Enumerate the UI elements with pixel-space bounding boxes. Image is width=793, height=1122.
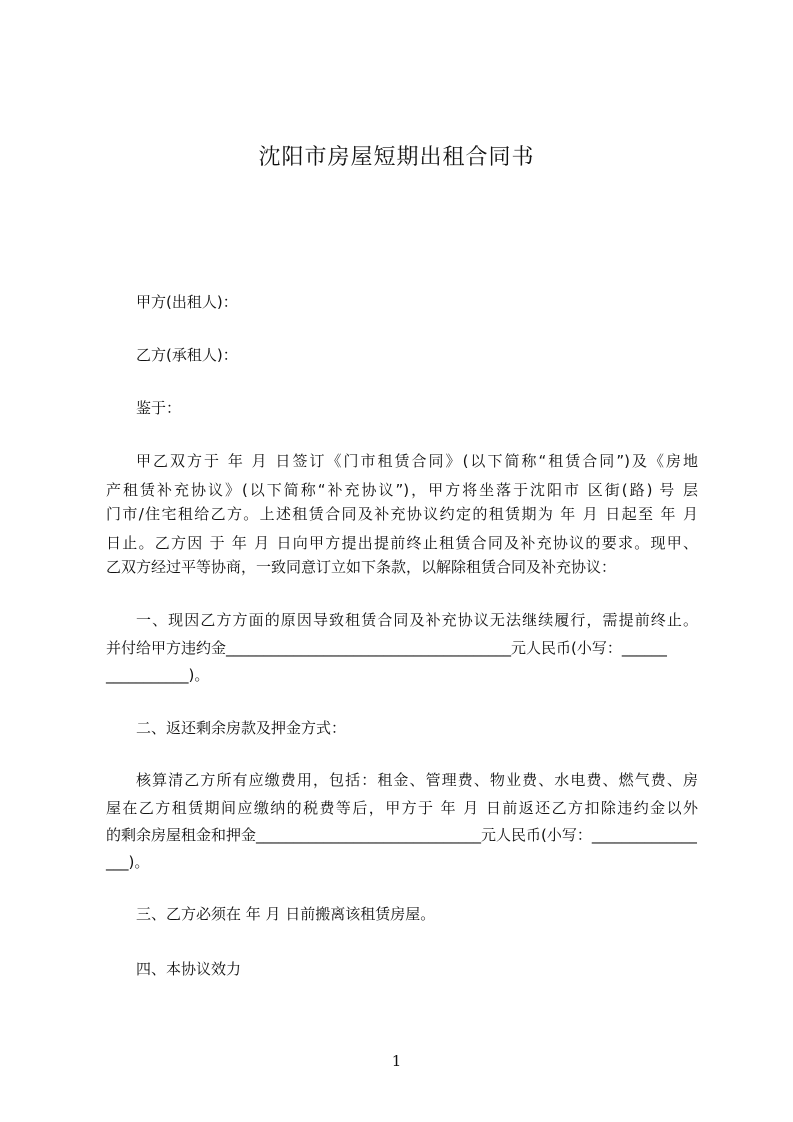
para1-line: 门市/住宅租给乙方。上述租赁合同及补充协议约定的租赁期为 年 月 日起至 年 月 xyxy=(106,505,698,523)
page-number: 1 xyxy=(391,1052,402,1070)
para1-line: 乙双方经过平等协商，一致同意订立如下条款，以解除租赁合同及补充协议： xyxy=(106,558,617,576)
para1-line: 产租赁补充协议》(以下简称“补充协议”)，甲方将坐落于沈阳市 区街(路) 号 层 xyxy=(106,481,698,499)
clause1-line: 并付给甲方违约金______________________________________元人民币(小写：______ xyxy=(106,639,667,657)
clause2-line: 核算清乙方所有应缴费用，包括：租金、管理费、物业费、水电费、燃气费、房 xyxy=(136,771,698,789)
clause3-text: 三、乙方必须在 年 月 日前搬离该租赁房屋。 xyxy=(136,905,436,923)
clause2-line: 屋在乙方租赁期间应缴纳的税费等后，甲方于 年 月 日前返还乙方扣除违约金以外 xyxy=(106,799,698,817)
clause2-line: 的剩余房屋租金和押金______________________________元人民币(小写：______________ xyxy=(106,826,697,844)
para1-line: 甲乙双方于 年 月 日签订《门市租赁合同》(以下简称“租赁合同”)及《房地 xyxy=(136,452,698,470)
clause1-line: ___________)。 xyxy=(106,666,210,684)
clause2-heading: 二、返还剩余房款及押金方式： xyxy=(136,719,347,737)
para1-line: 日止。乙方因 于 年 月 日向甲方提出提前终止租赁合同及补充协议的要求。现甲、 xyxy=(106,534,698,552)
clause2-line: ___)。 xyxy=(106,853,150,871)
whereas-label: 鉴于： xyxy=(136,399,182,417)
clause4-heading: 四、本协议效力 xyxy=(136,960,242,978)
party-a-label: 甲方(出租人)： xyxy=(136,293,238,311)
clause1-line: 一、现因乙方方面的原因导致租赁合同及补充协议无法继续履行，需提前终止。 xyxy=(136,611,698,629)
document-title: 沈阳市房屋短期出租合同书 xyxy=(258,145,535,170)
party-b-label: 乙方(承租人)： xyxy=(136,346,238,364)
